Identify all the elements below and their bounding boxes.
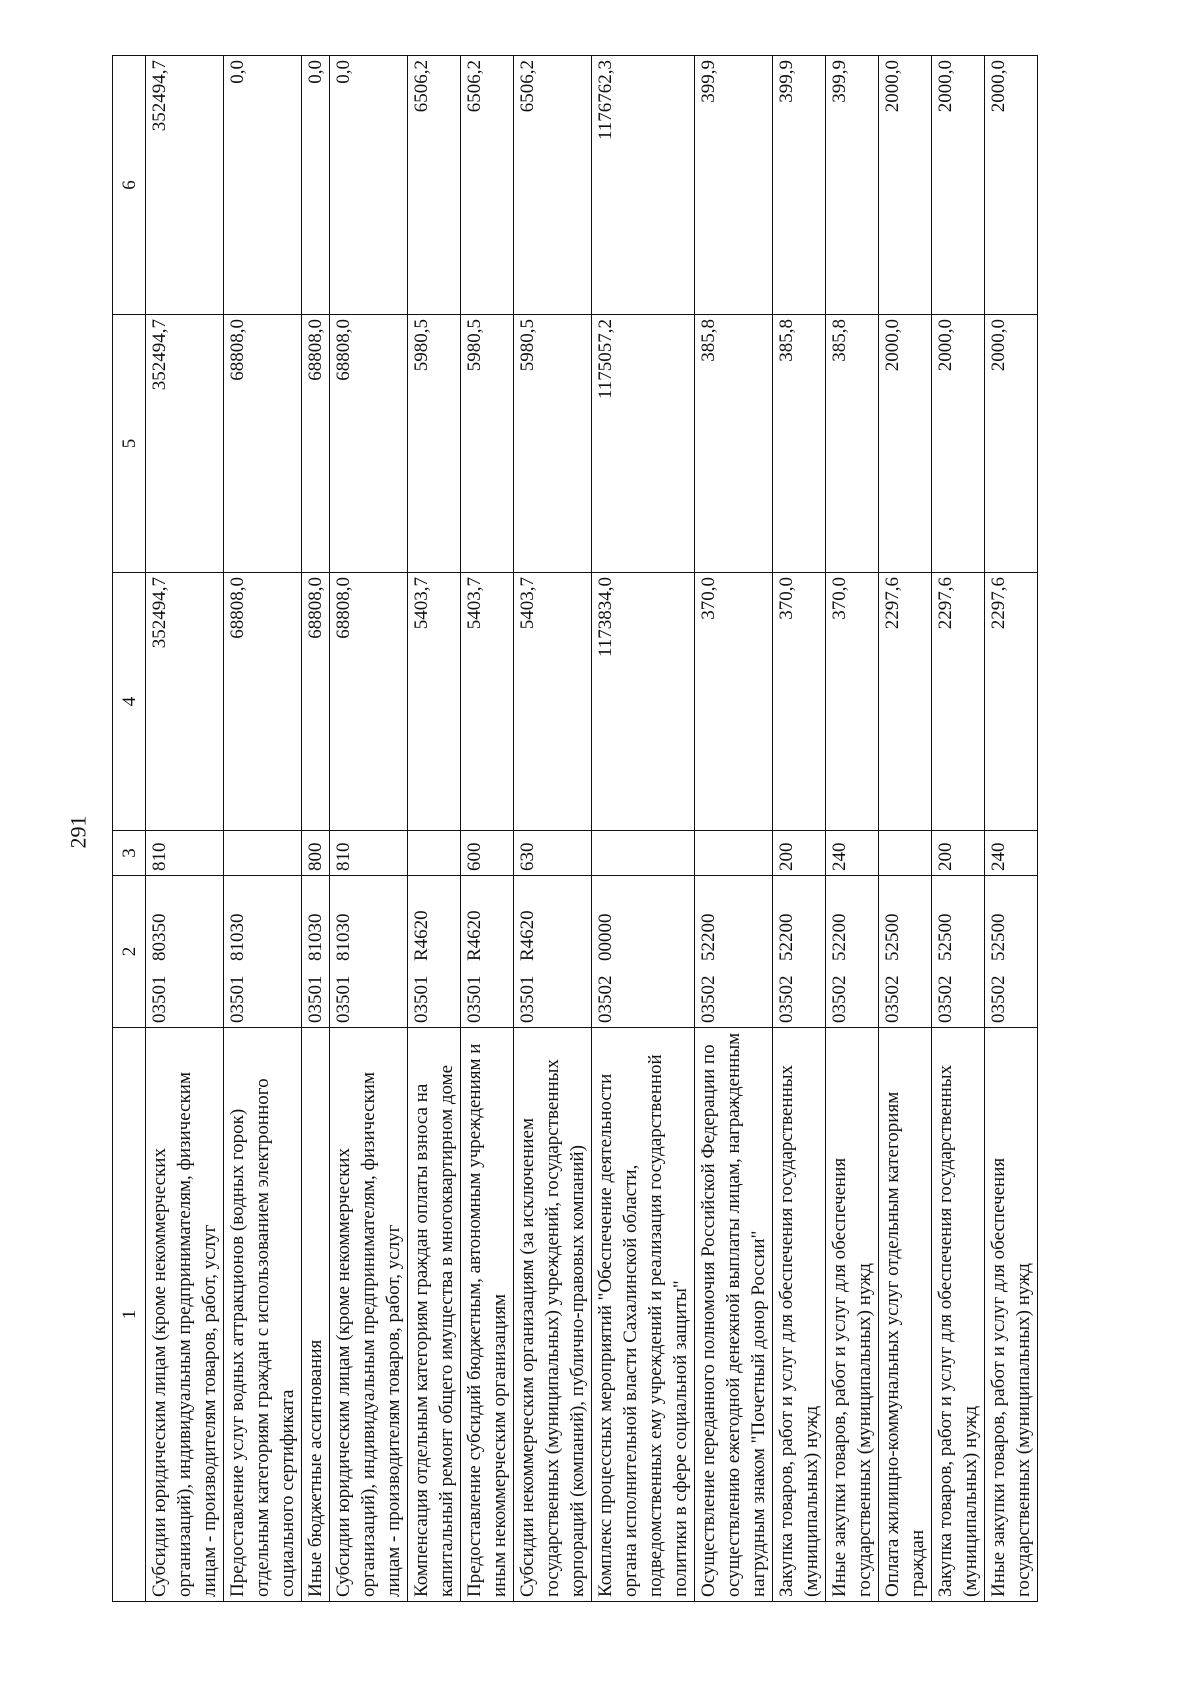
row-expense-type-cell (695, 831, 773, 876)
code-program: 03502 (935, 975, 956, 1023)
code-program: 03502 (776, 975, 797, 1023)
row-value-col6: 2000,0 (985, 56, 1038, 315)
row-value-col5: 385,8 (695, 315, 773, 573)
row-expense-type-cell (224, 831, 302, 876)
table-row (879, 56, 932, 1602)
code-direction: 81030 (305, 913, 326, 961)
row-value-col6: 352494,7 (146, 56, 224, 315)
row-expense-type-cell (592, 831, 695, 876)
row-code-cell (592, 876, 695, 1028)
row-name-cell: Иные закупки товаров, работ и услуг для обеспечения государственных (муниципальных) нужд (826, 1028, 879, 1602)
row-code-cell (695, 876, 773, 1028)
row-value-col6: 2000,0 (879, 56, 932, 315)
code-program: 03501 (411, 975, 432, 1023)
code-direction: 52500 (935, 913, 956, 961)
code-direction: 52500 (988, 913, 1009, 961)
row-value-col4: 5403,7 (461, 573, 514, 831)
row-code-cell (773, 876, 826, 1028)
code-direction: 80350 (149, 913, 170, 961)
code-program: 03501 (227, 975, 248, 1023)
table-row (514, 56, 592, 1602)
page-number: 291 (65, 815, 90, 849)
row-value-col4: 5403,7 (514, 573, 592, 831)
row-value-col5: 352494,7 (146, 315, 224, 573)
row-code-cell (985, 876, 1038, 1028)
table-row (408, 56, 461, 1602)
row-name-cell: Закупка товаров, работ и услуг для обеспечения государственных (муниципальных) нужд (932, 1028, 985, 1602)
row-code-cell (224, 876, 302, 1028)
row-code-cell (826, 876, 879, 1028)
row-value-col6: 399,9 (826, 56, 879, 315)
code-direction: R4620 (411, 910, 432, 961)
row-value-col5: 68808,0 (224, 315, 302, 573)
header-cell: 3 (113, 831, 146, 876)
code-program: 03502 (698, 975, 719, 1023)
row-expense-type-cell: 200 (932, 831, 985, 876)
row-expense-type-cell: 200 (773, 831, 826, 876)
row-expense-type-cell: 810 (146, 831, 224, 876)
row-value-col6: 6506,2 (408, 56, 461, 315)
row-name-cell: Осуществление переданного полномочия Российской Федерации по осуществлению ежегодной денежной выплаты лицам, награжденным нагрудным знаком "Почетный донор России" (695, 1028, 773, 1602)
table-body (113, 56, 1038, 1602)
header-cell: 5 (113, 315, 146, 573)
code-program: 03502 (595, 975, 616, 1023)
row-value-col5: 5980,5 (514, 315, 592, 573)
table-row (592, 56, 695, 1602)
row-value-col4: 1173834,0 (592, 573, 695, 831)
table-row (302, 56, 330, 1602)
header-cell: 6 (113, 56, 146, 315)
row-code-cell (330, 876, 408, 1028)
table-row (985, 56, 1038, 1602)
table-row (224, 56, 302, 1602)
row-value-col4: 370,0 (773, 573, 826, 831)
code-direction: 52200 (698, 913, 719, 961)
row-value-col5: 2000,0 (985, 315, 1038, 573)
row-expense-type-cell: 600 (461, 831, 514, 876)
code-direction: 81030 (227, 913, 248, 961)
row-code-cell (879, 876, 932, 1028)
table-row (826, 56, 879, 1602)
row-value-col6: 399,9 (773, 56, 826, 315)
code-direction: 52200 (776, 913, 797, 961)
row-expense-type-cell (879, 831, 932, 876)
row-expense-type-cell: 800 (302, 831, 330, 876)
table-row (932, 56, 985, 1602)
row-value-col4: 352494,7 (146, 573, 224, 831)
row-value-col6: 2000,0 (932, 56, 985, 315)
row-name-cell: Иные закупки товаров, работ и услуг для обеспечения государственных (муниципальных) нужд (985, 1028, 1038, 1602)
code-direction: R4620 (517, 910, 538, 961)
code-program: 03502 (882, 975, 903, 1023)
code-direction: 52500 (882, 913, 903, 961)
table-row (330, 56, 408, 1602)
code-program: 03501 (305, 975, 326, 1023)
row-code-cell (146, 876, 224, 1028)
row-name-cell: Комплекс процессных мероприятий "Обеспечение деятельности органа исполнительной власти Сахалинской области, подведомственных ему учреждений и реализация государственной политики в сфере социальной защиты" (592, 1028, 695, 1602)
row-expense-type-cell: 240 (826, 831, 879, 876)
code-direction: 52200 (829, 913, 850, 961)
table-row (695, 56, 773, 1602)
table-row (146, 56, 224, 1602)
row-code-cell (408, 876, 461, 1028)
row-value-col6: 399,9 (695, 56, 773, 315)
table-row (461, 56, 514, 1602)
row-name-cell: Субсидии юридическим лицам (кроме некоммерческих организаций), индивидуальным предпринимателям, физическим лицам - производителям товаров, работ, услуг (146, 1028, 224, 1602)
code-direction: 00000 (595, 913, 616, 961)
row-value-col6: 6506,2 (461, 56, 514, 315)
code-program: 03501 (333, 975, 354, 1023)
row-value-col6: 0,0 (224, 56, 302, 315)
row-value-col5: 1175057,2 (592, 315, 695, 573)
header-cell: 2 (113, 876, 146, 1028)
code-direction: R4620 (464, 910, 485, 961)
code-direction: 81030 (333, 913, 354, 961)
row-expense-type-cell (408, 831, 461, 876)
row-value-col4: 370,0 (695, 573, 773, 831)
code-program: 03502 (829, 975, 850, 1023)
row-code-cell (932, 876, 985, 1028)
row-code-cell (461, 876, 514, 1028)
row-name-cell: Закупка товаров, работ и услуг для обеспечения государственных (муниципальных) нужд (773, 1028, 826, 1602)
row-value-col4: 5403,7 (408, 573, 461, 831)
row-name-cell: Предоставление субсидий бюджетным, автономным учреждениям и иным некоммерческим организациям (461, 1028, 514, 1602)
row-name-cell: Предоставление услуг водных аттракционов (водных горок) отдельным категориям граждан с использованием электронного социального сертификата (224, 1028, 302, 1602)
row-value-col6: 0,0 (302, 56, 330, 315)
row-value-col6: 1176762,3 (592, 56, 695, 315)
row-value-col5: 385,8 (773, 315, 826, 573)
row-value-col5: 385,8 (826, 315, 879, 573)
row-code-cell (514, 876, 592, 1028)
row-value-col4: 2297,6 (879, 573, 932, 831)
row-value-col5: 2000,0 (932, 315, 985, 573)
code-program: 03501 (149, 975, 170, 1023)
row-expense-type-cell: 810 (330, 831, 408, 876)
rotated-table-wrapper (112, 56, 1107, 1602)
row-value-col4: 68808,0 (302, 573, 330, 831)
row-expense-type-cell: 630 (514, 831, 592, 876)
row-name-cell: Компенсация отдельным категориям граждан оплаты взноса на капитальный ремонт общего имущества в многоквартирном доме (408, 1028, 461, 1602)
row-value-col5: 5980,5 (461, 315, 514, 573)
row-value-col6: 0,0 (330, 56, 408, 315)
row-code-cell (302, 876, 330, 1028)
table-row (773, 56, 826, 1602)
row-value-col4: 68808,0 (224, 573, 302, 831)
row-value-col5: 2000,0 (879, 315, 932, 573)
row-name-cell: Оплата жилищно-коммунальных услуг отдельным категориям граждан (879, 1028, 932, 1602)
header-cell: 1 (113, 1028, 146, 1602)
row-name-cell: Иные бюджетные ассигнования (302, 1028, 330, 1602)
row-value-col4: 2297,6 (932, 573, 985, 831)
row-expense-type-cell: 240 (985, 831, 1038, 876)
row-value-col4: 2297,6 (985, 573, 1038, 831)
header-row (113, 56, 146, 1602)
row-value-col4: 370,0 (826, 573, 879, 831)
header-cell: 4 (113, 573, 146, 831)
row-value-col5: 68808,0 (330, 315, 408, 573)
code-program: 03501 (517, 975, 538, 1023)
code-program: 03501 (464, 975, 485, 1023)
row-name-cell: Субсидии юридическим лицам (кроме некоммерческих организаций), индивидуальным предпринимателям, физическим лицам - производителям товаров, работ, услуг (330, 1028, 408, 1602)
row-value-col5: 68808,0 (302, 315, 330, 573)
row-value-col5: 5980,5 (408, 315, 461, 573)
row-value-col6: 6506,2 (514, 56, 592, 315)
budget-table (112, 55, 1038, 1602)
row-value-col4: 68808,0 (330, 573, 408, 831)
row-name-cell: Субсидии некоммерческим организациям (за исключением государственных (муниципальных) учреждений, государственных корпораций (компаний), публично-правовых компаний) (514, 1028, 592, 1602)
code-program: 03502 (988, 975, 1009, 1023)
